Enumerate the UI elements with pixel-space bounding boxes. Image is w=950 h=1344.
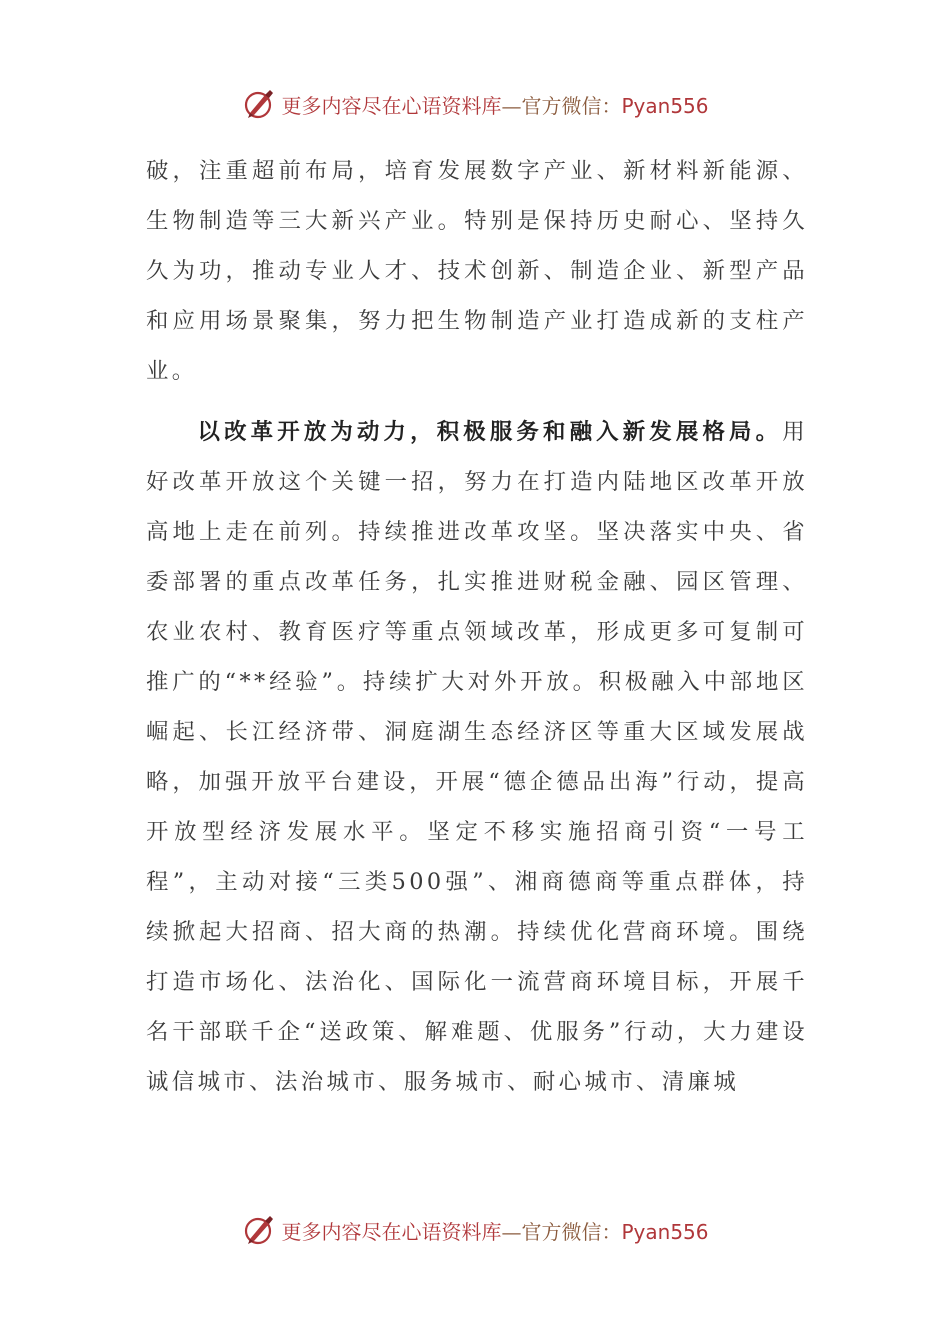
header-banner — [0, 84, 950, 124]
footer-banner-inner — [241, 1212, 708, 1248]
footer-banner-text — [281, 1216, 708, 1245]
footer-dash: — — [501, 1219, 522, 1244]
header-wechat-id: Pyan556 — [621, 93, 709, 118]
footer-banner — [0, 1210, 950, 1250]
header-official-label: 官方微信： — [521, 93, 622, 118]
pen-circle-logo-icon — [241, 86, 277, 122]
footer-site-text: 更多内容尽在心语资料库 — [281, 1219, 502, 1244]
header-banner-inner — [241, 86, 708, 122]
paragraph-1: 破，注重超前布局，培育发展数字产业、新材料新能源、生物制造等三大新兴产业。特别是保持历史耐心、坚持久久为功，推动专业人才、技术创新、制造企业、新型产品和应用场景聚集，努力把生物制造产业打造成新的支柱产业。 — [146, 158, 808, 384]
header-banner-text — [281, 90, 708, 119]
footer-official-label: 官方微信： — [521, 1219, 622, 1244]
document-body — [146, 146, 808, 1107]
footer-wechat-id: Pyan556 — [621, 1219, 709, 1244]
paragraph-2-lead: 以改革开放为动力，积极服务和融入新发展格局。 — [197, 419, 783, 445]
pen-circle-logo-icon — [241, 1212, 277, 1248]
paragraph-2-body: 用好改革开放这个关键一招，努力在打造内陆地区改革开放高地上走在前列。持续推进改革攻坚。坚决落实中央、省委部署的重点改革任务，扎实推进财税金融、园区管理、农业农村、教育医疗等重点领域改革，形成更多可复制可推广的“**经验”。持续扩大对外开放。积极融入中部地区崛起、长江经济带、洞庭湖生态经济区等重大区域发展战略，加强开放平台建设，开展“德企德品出海”行动，提高开放型经济发展水平。坚定不移实施招商引资“一号工程”，主动对接“三类500强”、湘商德商等重点群体，持续掀起大招商、招大商的热潮。持续优化营商环境。围绕打造市场化、法治化、国际化一流营商环境目标，开展千名干部联千企“送政策、解难题、优服务”行动，大力建设诚信城市、法治城市、服务城市、耐心城市、清廉城 — [146, 419, 808, 1095]
header-site-text: 更多内容尽在心语资料库 — [281, 93, 502, 118]
header-dash: — — [501, 93, 522, 118]
paragraph-2 — [146, 407, 808, 1107]
